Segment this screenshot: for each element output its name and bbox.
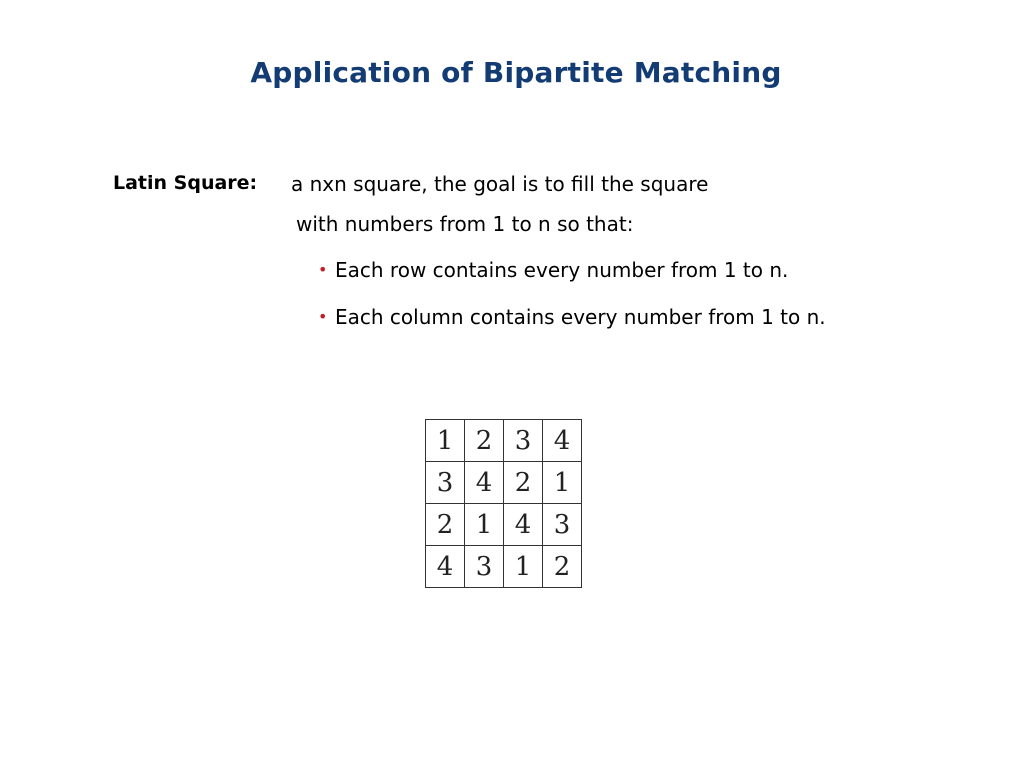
bullet-icon: • <box>318 307 328 326</box>
grid-row <box>426 546 582 588</box>
grid-row <box>426 420 582 462</box>
grid-cell: 3 <box>465 546 504 588</box>
grid-cell: 2 <box>465 420 504 462</box>
bullet-icon: • <box>318 260 328 279</box>
slide-title: Application of Bipartite Matching <box>250 56 782 89</box>
latin-square-grid <box>425 419 582 588</box>
grid-cell: 2 <box>504 462 543 504</box>
grid-cell: 3 <box>426 462 465 504</box>
bullet-text: Each row contains every number from 1 to n. <box>335 258 789 282</box>
grid-cell: 4 <box>465 462 504 504</box>
bullet-item-rows <box>318 258 788 282</box>
grid-row <box>426 462 582 504</box>
bullet-item-columns <box>318 305 826 329</box>
grid-cell: 4 <box>426 546 465 588</box>
grid-row <box>426 504 582 546</box>
grid-cell: 1 <box>504 546 543 588</box>
definition-line-2: with numbers from 1 to n so that: <box>296 212 634 236</box>
definition-term: Latin Square: <box>113 172 258 194</box>
grid-cell: 2 <box>543 546 582 588</box>
grid-cell: 1 <box>543 462 582 504</box>
grid-cell: 4 <box>504 504 543 546</box>
grid-cell: 4 <box>543 420 582 462</box>
grid-cell: 3 <box>504 420 543 462</box>
grid-cell: 3 <box>543 504 582 546</box>
grid-cell: 1 <box>465 504 504 546</box>
grid-cell: 2 <box>426 504 465 546</box>
definition-line-1: a nxn square, the goal is to fill the square <box>291 172 709 196</box>
bullet-text: Each column contains every number from 1 to n. <box>335 305 826 329</box>
grid-cell: 1 <box>426 420 465 462</box>
